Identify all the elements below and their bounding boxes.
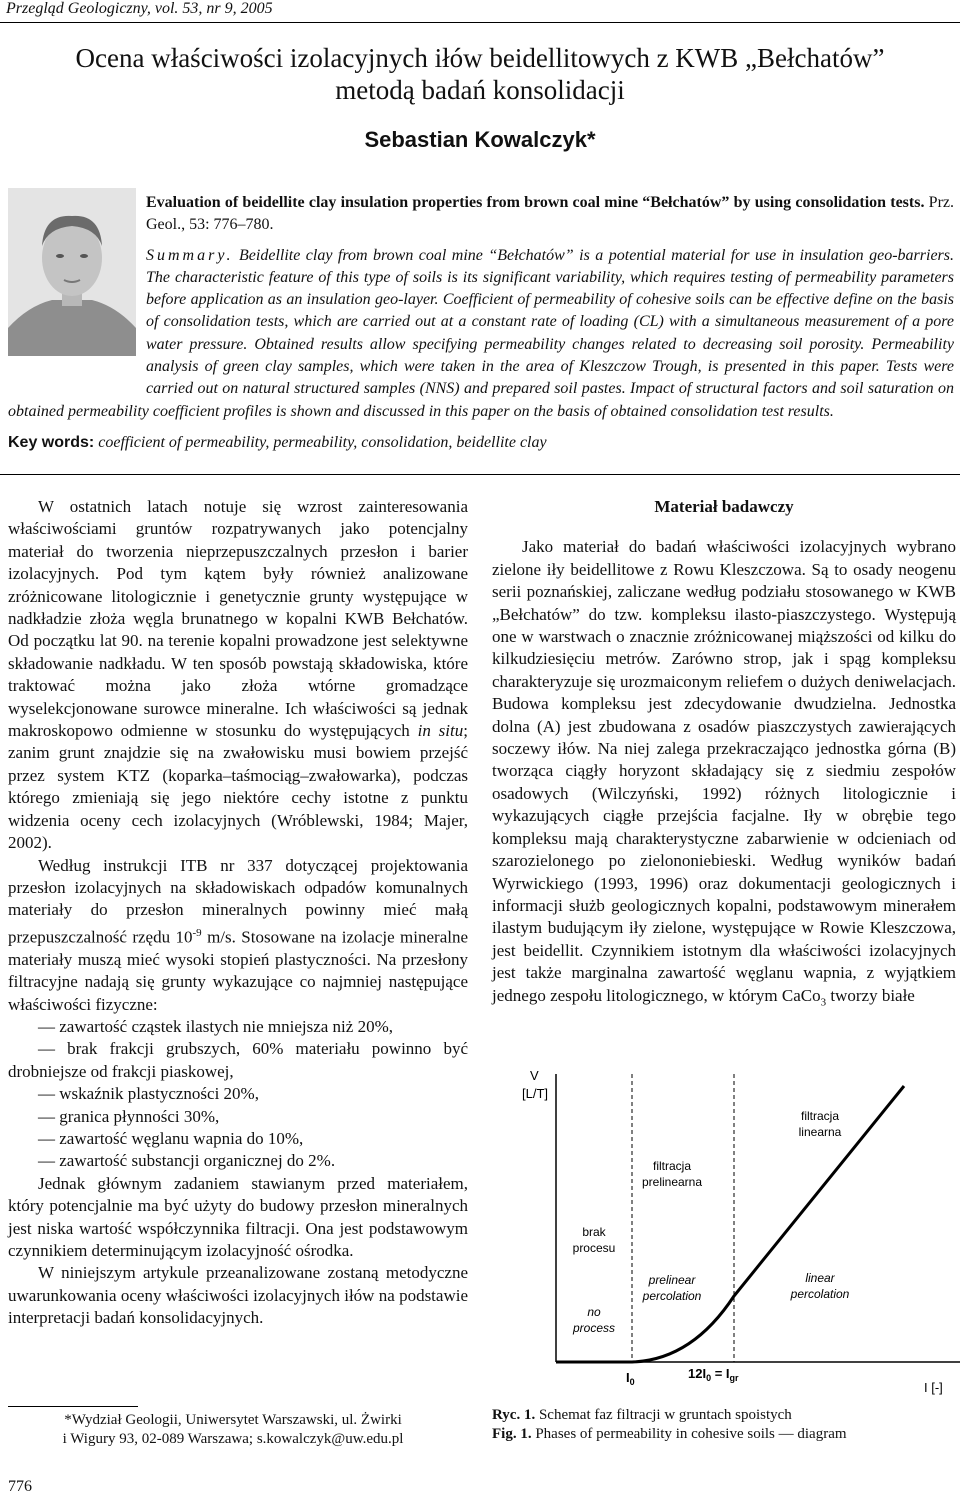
left-column: [8, 496, 468, 1330]
tick-Igr: $12I_0 = I_{gr}$: [688, 1366, 739, 1383]
zone3-label-en: linear: [805, 1271, 835, 1285]
y-axis-label-unit: [L/T]: [522, 1086, 549, 1101]
section-heading: Materiał badawczy: [654, 497, 794, 516]
article-title: [0, 42, 960, 106]
list-item: — zawartość węglanu wapnia do 10%,: [38, 1129, 304, 1149]
footnote: [8, 1411, 458, 1449]
zone3-label-pl: filtracja: [800, 1109, 840, 1123]
y-axis-label-v: V: [530, 1068, 539, 1083]
keywords-text: coefficient of permeability, permeability, consolidation, beidellite clay: [94, 434, 547, 451]
abstract-citation: Evaluation of beidellite clay insulation properties from brown coal mine “Bełchatów” by using consolidation tests.: [146, 194, 925, 211]
zone2-label-en: percolation: [642, 1289, 702, 1303]
caption-pl-label: Ryc. 1.: [492, 1407, 536, 1423]
zone1-label-pl: brak: [582, 1225, 606, 1239]
material-paragraph: [492, 536, 956, 1013]
material-sub: 3: [820, 995, 827, 1008]
summary-text: Beidellite clay from brown coal mine “Bełchatów” is a potential material for use in insulation geo-barriers. The characteristic feature of this type of soils is its significant variability, which requires testing of permeability parameters before application as an insulation geo-layer. Coefficient of permeability of cohesive soils can be effective define on the basis of consolidation tests, which are carried out at a constant rate of loading (CL) with a simultaneous measurement of a pore water pressure. Obtained results allow specifying permeability changes related to decreasing soil porosity. Permeability analysis of green clay samples, which were taken in the area of Kleszczow Trough, is presented in this paper. Tests were carried out on natural structured samples (NNS) and prepared soil pastes. Impact of structural factors and soil saturation on obtained permeability coefficient profiles is shown and discussed in this paper on the basis of obtained consolidation test results.: [8, 246, 954, 420]
material-text-cont: tworzy białe: [826, 985, 915, 1005]
intro-p2-text: Według instrukcji ITB nr 337 dotyczącej projektowania przesłon izolacyjnych na składowiskach odpadów komunalnych materiały do przesłon mineralnych powinny mieć małą przepuszczalność rzędu 10: [8, 855, 468, 947]
summary-label: Summary.: [146, 246, 234, 264]
intro-p1-text: W ostatnich latach notuje się wzrost zainteresowania właściwościami gruntów rozpatrywanych jako potencjalny materiał do tworzenia nieprzepuszczalnych przesłon i barier izolacyjnych. Pod tym kątem były również analizowane zróżnicowane litologicznie i genetycznie grunty występujące w nadkładzie złoża węgla brunatnego w kopalni KWB Bełchatów. Od początku lat 90. na terenie kopalni prowadzone jest selektywne składowanie nadkładu. W ten sposób powstają składowiska, które traktować można jako złoża wtórne gromadzące wyselekcjonowane surowce mineralne. Ich właściwości są jednak makroskopowo odmienne w stosunku do występujących: [8, 497, 468, 741]
figure-caption: [492, 1406, 952, 1444]
caption-en-label: Fig. 1.: [492, 1426, 532, 1442]
zone3-label-en: percolation: [790, 1287, 850, 1301]
caption-en: [492, 1425, 952, 1444]
section-rule: [0, 474, 960, 475]
caption-en-text: Phases of permeability in cohesive soils — diagram: [531, 1426, 847, 1442]
intro-paragraph-1: [8, 496, 468, 855]
page-number: 776: [8, 1478, 32, 1495]
right-column: [492, 496, 956, 1013]
tick-I0: $I_0$: [626, 1370, 635, 1387]
footnote-line-1: *Wydział Geologii, Uniwersytet Warszawski, ul. Żwirki: [64, 1412, 402, 1428]
intro-paragraph-2: [8, 855, 468, 1017]
zone2-label-pl: prelinearna: [641, 1175, 703, 1189]
title-line-2: metodą badań konsolidacji: [335, 75, 625, 105]
author-name: Sebastian Kowalczyk*: [364, 127, 596, 152]
zone1-label-en: no: [587, 1305, 601, 1319]
title-line-1: Ocena właściwości izolacyjnych iłów beidellitowych z KWB „Bełchatów”: [75, 43, 885, 73]
journal-header: Przegląd Geologiczny, vol. 53, nr 9, 2005: [6, 0, 273, 17]
permeability-phases-diagram: [492, 1060, 960, 1400]
zone3-label-pl: linearna: [798, 1125, 842, 1139]
keywords: [8, 434, 954, 452]
zone1-label-pl: procesu: [572, 1241, 616, 1255]
zone2-label-en: prelinear: [648, 1273, 696, 1287]
material-text: Jako materiał do badań właściwości izolacyjnych wybrano zielone iły beidellitowe z Rowu Kleszczowa. Są to osady neogenu serii poznańskiej, zaliczane według podziału stosowanego w KWB „Bełchatów” do tzw. kompleksu ilasto-piaszczystego. Występują one w warstwach o znacznie zróżnicowanej miąższości od kilku do kilkudziesięciu metrów. Zarówno strop, jak i spąg kompleksu charakteryzuje się urozmaiconym reliefem o dużych deniwelacjach. Budowa kompleksu jest zdecydowanie dwudzielna. Jednostka dolna (A) jest zbudowana z osadów piaszczystych zawierających soczewy iłów. Na niej zalega przekraczająco jednostka górna (B) tworząca ciągły horyzont składający się z siedmiu zespołów osadowych (Wilczyński, 1992) różnych litologicznie i wykazujących ciągłe przejścia facjalne. Iły w obrębie tego kompleksu mają charakterystyczne zabarwienie w odcieniach od szarozielonego po zielononiebieski. Według wyników badań Wyrwickiego (1993, 1996) oraz dokumentacji geologicznych i informacji służb geologicznych kopalni, podstawowym minerałem ilastym budującym iły zielone, występujące w Rowie Kleszczowa, jest beidellit. Czynnikiem istotnym dla właściwości izolacyjnych jest także marginalna zawartość węglanu wapnia, z wyjątkiem jednego zespołu litologicznego, w którym CaCo: [492, 537, 956, 1005]
intro-p1-italic: in situ: [417, 721, 464, 741]
footnote-rule: [8, 1406, 138, 1407]
figure-1: [492, 1060, 960, 1400]
intro-p2-text-cont: m/s. Stosowane na izolacje mineralne materiały muszą mieć wysoki stopień plastyczności. Na przesłony filtracyjne nadają się grunty wykazujące co najmniej następujące właściwości fizyczne:: [8, 927, 469, 1014]
abstract-citation-ref: Prz. Geol., 53: 776–780.: [146, 194, 955, 234]
zone1-label-en: process: [572, 1321, 616, 1335]
list-item: — granica płynności 30%,: [38, 1106, 220, 1126]
caption-pl-text: Schemat faz filtracji w gruntach spoistych: [535, 1407, 792, 1423]
keywords-label: Key words:: [8, 434, 95, 451]
footnote-line-2: i Wigury 93, 02-089 Warszawa; s.kowalczyk@uw.edu.pl: [62, 1431, 404, 1447]
zone2-label-pl: filtracja: [652, 1159, 692, 1173]
intro-p1-text-cont: ; zanim grunt znajdzie się na zwałowisku musi bowiem przejść przez system KTZ (koparka–taśmociąg–zwałowarka), podczas którego zmieniają się jego niektóre cechy istotne z punktu widzenia oceny cech izolacyjnych (Wróblewski, 1984; Majer, 2002).: [8, 721, 468, 853]
list-item: — brak frakcji grubszych, 60% materiału powinno być drobniejsze od frakcji piaskowej,: [8, 1039, 468, 1081]
list-item: — zawartość cząstek ilastych nie mniejsza niż 20%,: [38, 1017, 393, 1036]
header-rule: [0, 22, 960, 23]
x-axis-label: I [-]: [924, 1380, 943, 1395]
intro-paragraph-3: Jednak głównym zadaniem stawianym przed materiałem, który potencjalnie ma być użyty do budowy przesłon mineralnych jest niska wartość współczynnika filtracji. Ona jest podstawowym czynnikiem determinującym izolacyjność ośrodka.: [8, 1173, 468, 1261]
abstract: [8, 192, 954, 423]
caption-pl: [492, 1406, 952, 1425]
list-item: — wskaźnik plastyczności 20%,: [38, 1084, 259, 1104]
list-item: — zawartość substancji organicznej do 2%.: [38, 1151, 336, 1171]
intro-p2-sup: -9: [192, 926, 202, 939]
intro-paragraph-4: W niniejszym artykule przeanalizowane zostaną metodyczne uwarunkowania oceny właściwości izolacyjnych iłów na podstawie interpretacji badań konsolidacyjnych.: [8, 1263, 468, 1328]
